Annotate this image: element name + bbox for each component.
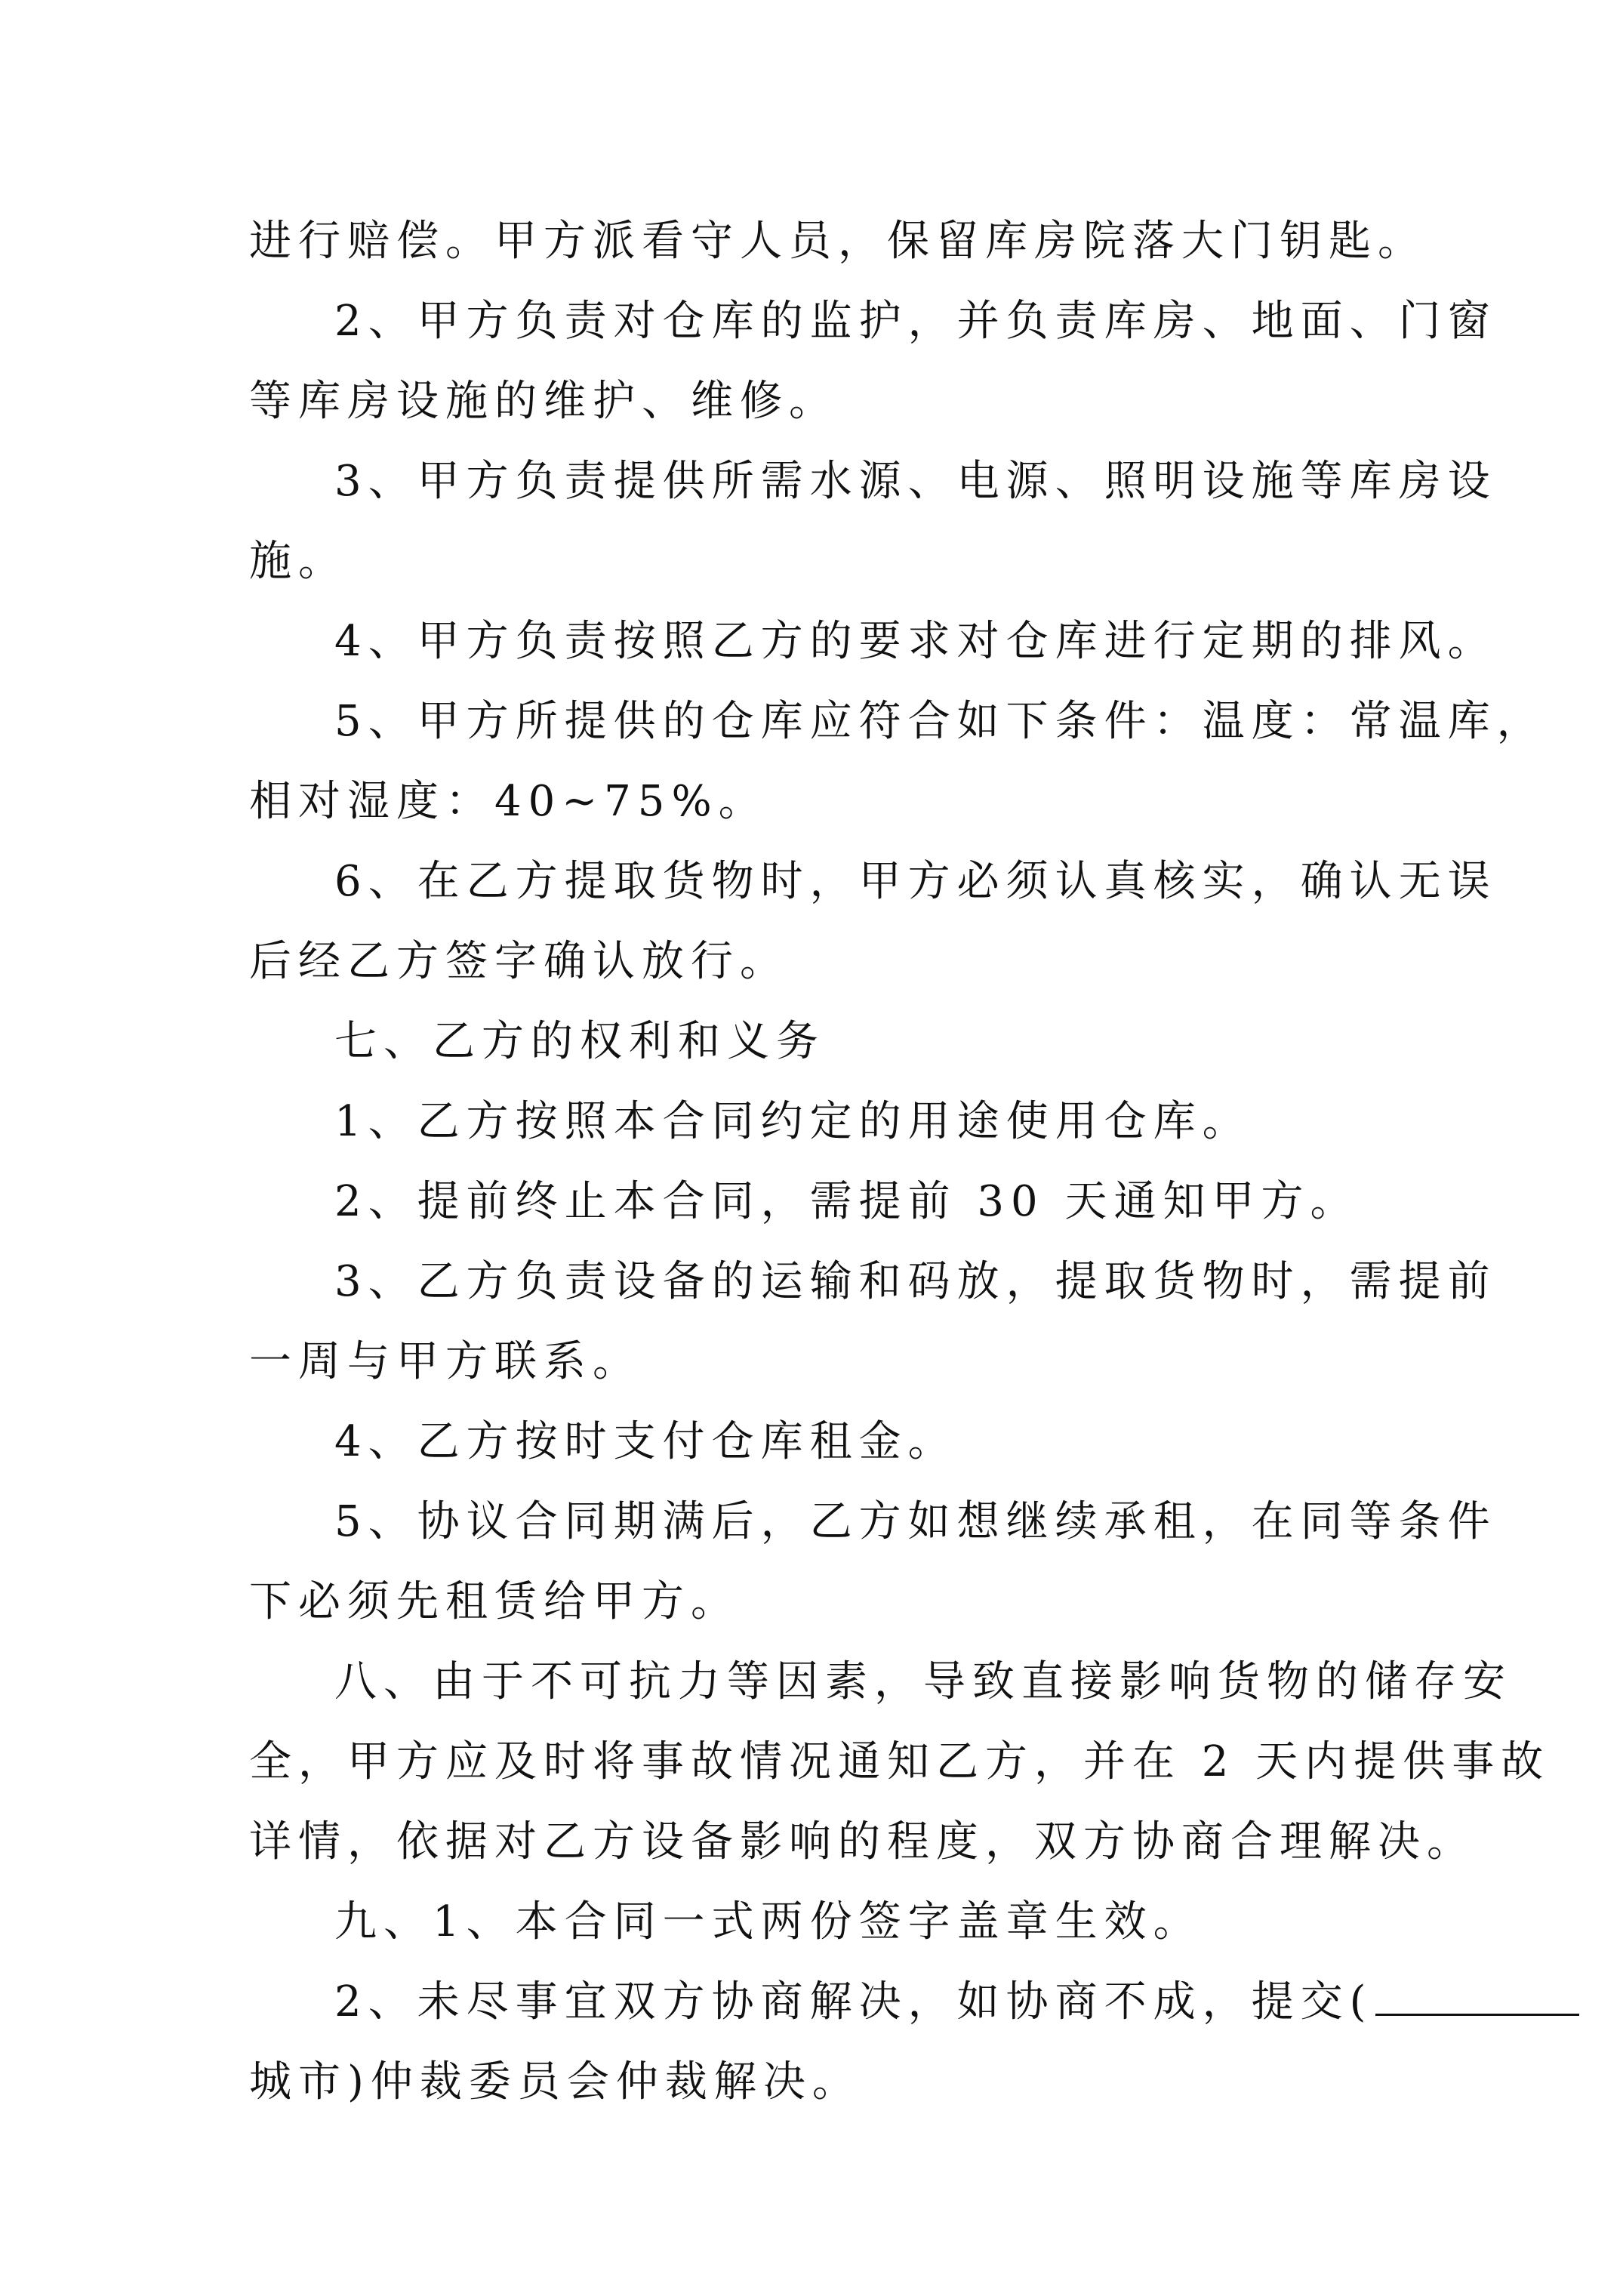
text-line-3: 等库房设施的维护、维修。 xyxy=(249,377,838,426)
text-line-17: 5、协议合同期满后，乙方如想继续承租，在同等条件 xyxy=(334,1497,1497,1546)
text-line-12: 1、乙方按照本合同约定的用途使用仓库。 xyxy=(334,1097,1252,1146)
section-heading-9: 九、1、本合同一式两份签字盖章生效。 xyxy=(334,1897,1203,1946)
text-line-18: 下必须先租赁给甲方。 xyxy=(249,1577,740,1626)
text-line-21: 详情，依据对乙方设备影响的程度，双方协商合理解决。 xyxy=(249,1817,1476,1866)
text-line-23-content: 2、未尽事宜双方协商解决，如协商不成，提交( xyxy=(334,1977,1373,2026)
text-line-1: 进行赔偿。甲方派看守人员，保留库房院落大门钥匙。 xyxy=(249,217,1427,266)
text-line-7: 5、甲方所提供的仓库应符合如下条件：温度：常温库， xyxy=(334,697,1546,746)
fill-in-blank xyxy=(1375,2011,1579,2016)
text-line-5: 施。 xyxy=(249,537,347,586)
text-line-14: 3、乙方负责设备的运输和码放，提取货物时，需提前 xyxy=(334,1257,1497,1306)
text-line-10: 后经乙方签字确认放行。 xyxy=(249,937,789,986)
text-line-13: 2、提前终止本合同，需提前 30 天通知甲方。 xyxy=(334,1177,1360,1226)
text-line-23 xyxy=(334,1971,1467,2039)
text-line-2: 2、甲方负责对仓库的监护，并负责库房、地面、门窗 xyxy=(334,297,1497,346)
text-line-20: 全，甲方应及时将事故情况通知乙方，并在 2 天内提供事故 xyxy=(249,1737,1551,1786)
section-heading-7: 七、乙方的权利和义务 xyxy=(334,1017,825,1066)
section-heading-8: 八、由于不可抗力等因素，导致直接影响货物的储存安 xyxy=(334,1657,1512,1706)
text-line-4: 3、甲方负责提供所需水源、电源、照明设施等库房设 xyxy=(334,457,1497,506)
text-line-6: 4、甲方负责按照乙方的要求对仓库进行定期的排风。 xyxy=(334,617,1497,666)
text-line-8: 相对湿度：40~75%。 xyxy=(249,777,768,826)
text-line-9: 6、在乙方提取货物时，甲方必须认真核实，确认无误 xyxy=(334,857,1497,906)
text-line-24: 城市)仲裁委员会仲裁解决。 xyxy=(249,2057,861,2106)
text-line-16: 4、乙方按时支付仓库租金。 xyxy=(334,1417,957,1466)
text-line-15: 一周与甲方联系。 xyxy=(249,1337,642,1386)
